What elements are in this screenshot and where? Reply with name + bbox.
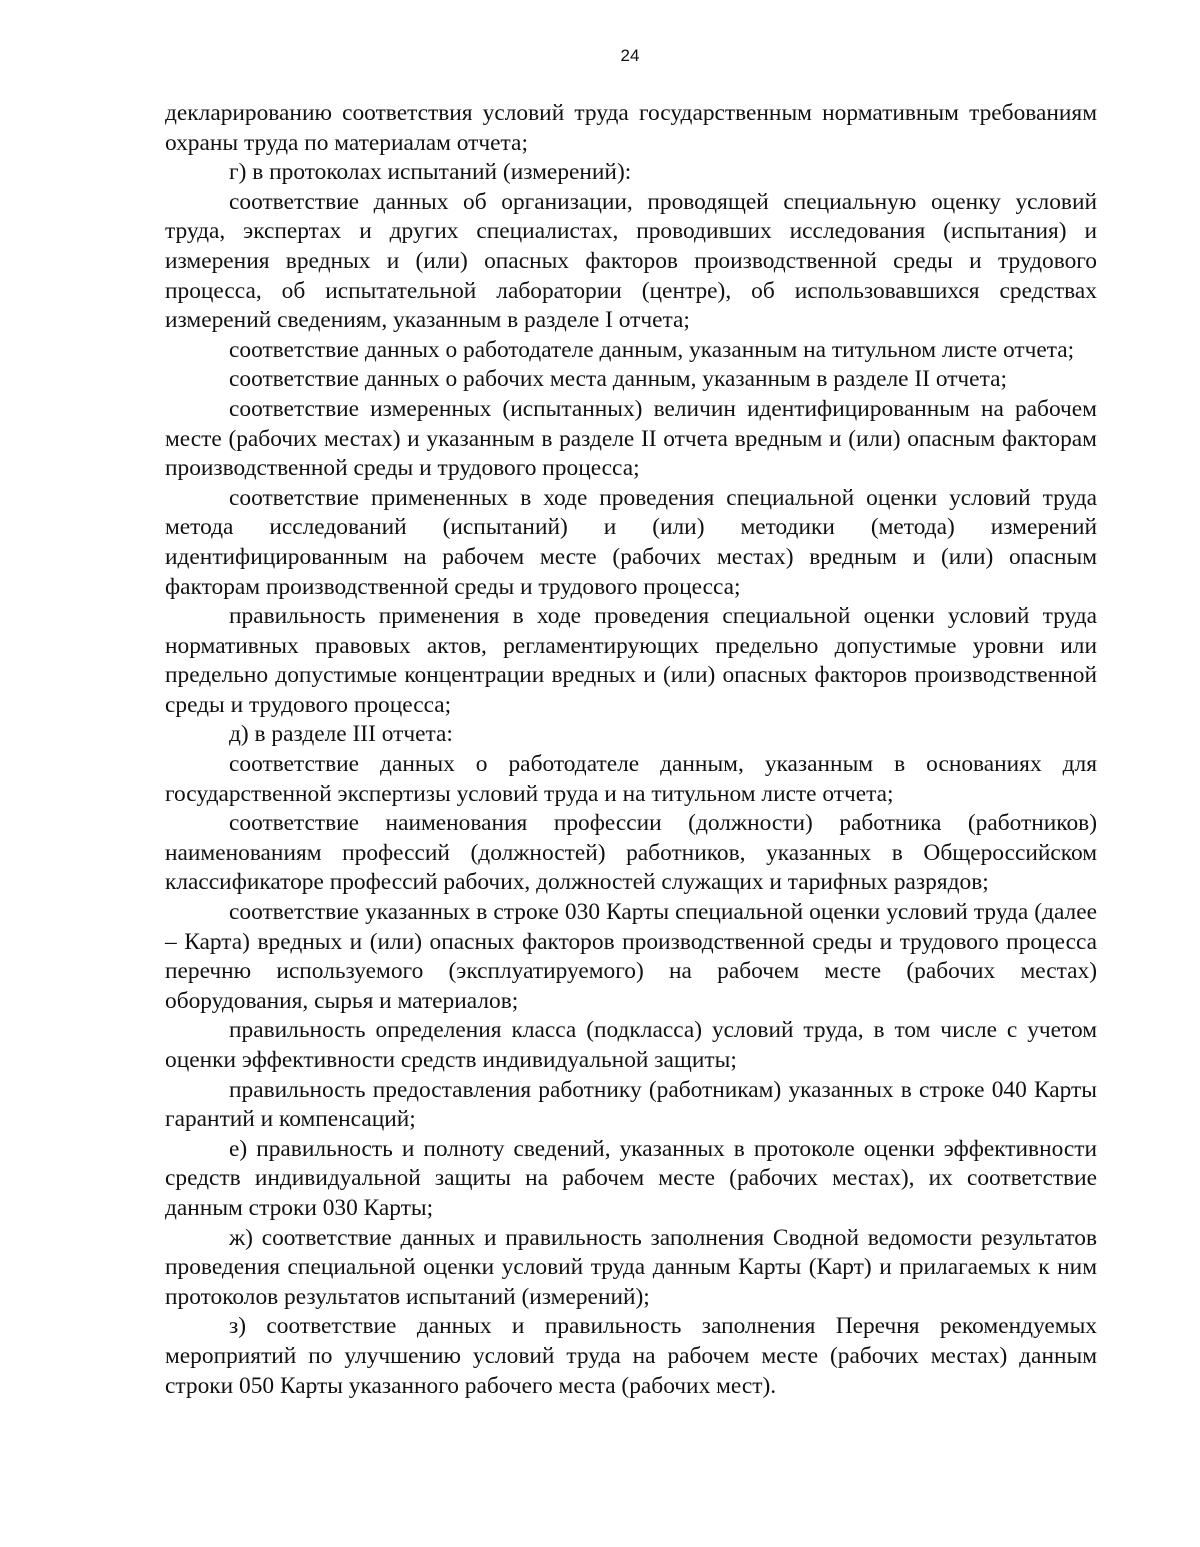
paragraph-item-z: з) соответствие данных и правильность заполнения Перечня рекомендуемых мероприятий по улучшению условий труда на рабочем месте (рабочих местах) данным строки 050 Карты указанного рабочего места (рабочих мест). [165,1313,1097,1399]
paragraph: правильность определения класса (подкласса) условий труда, в том числе с учетом оценки эффективности средств индивидуальной защиты; [165,1017,1097,1073]
paragraph-item-g: г) в протоколах испытаний (измерений): [229,159,632,186]
paragraph: соответствие данных о рабочих места данным, указанным в разделе II отчета; [229,366,1007,393]
paragraph-item-d: д) в разделе III отчета: [229,721,453,748]
page-number: 24 [620,46,640,65]
paragraph: соответствие данных о работодателе данным, указанным на титульном листе отчета; [229,336,1075,363]
paragraph: правильность предоставления работнику (работникам) указанных в строке 040 Карты гарантий и компенсаций; [165,1076,1097,1133]
paragraph-item-zh: ж) соответствие данных и правильность заполнения Сводной ведомости результатов проведения специальной оценки условий труда данным Карты (Карт) и прилагаемых к ним протоколов результатов испытаний (измерений); [165,1224,1097,1310]
paragraph-continuation: декларированию соответствия условий труда государственным нормативным требованиям охраны труда по материалам отчета; [165,100,1097,156]
document-body [165,99,1097,1401]
paragraph: соответствие указанных в строке 030 Карты специальной оценки условий труда (далее – Карта) вредных и (или) опасных факторов производственной среды и трудового процесса перечню используемого (эксплуатируемого) на рабочем месте (рабочих местах) оборудования, сырья и материалов; [165,899,1097,1014]
paragraph: соответствие примененных в ходе проведения специальной оценки условий труда метода исследований (испытаний) и (или) методики (метода) измерений идентифицированным на рабочем месте (рабочих местах) вредным и (или) опасным факторам производственной среды и трудового процесса; [165,484,1097,600]
paragraph: соответствие данных о работодателе данным, указанным в основаниях для государственной экспертизы условий труда и на титульном листе отчета; [165,751,1097,807]
paragraph-item-e: е) правильность и полноту сведений, указанных в протоколе оценки эффективности средств индивидуальной защиты на рабочем месте (рабочих местах), их соответствие данным строки 030 Карты; [165,1135,1097,1221]
paragraph: соответствие данных об организации, проводящей специальную оценку условий труда, экспертах и других специалистах, проводивших исследования (испытания) и измерения вредных и (или) опасных факторов производственной среды и трудового процесса, об испытательной лаборатории (центре), об использовавшихся средствах измерений сведениям, указанным в разделе I отчета; [165,188,1097,334]
paragraph: соответствие измеренных (испытанных) величин идентифицированным на рабочем месте (рабочих местах) и указанным в разделе II отчета вредным и (или) опасным факторам производственной среды и трудового процесса; [165,395,1097,482]
paragraph: соответствие наименования профессии (должности) работника (работников) наименованиям профессий (должностей) работников, указанных в Общероссийском классификаторе профессий рабочих, должностей служащих и тарифных разрядов; [165,810,1097,896]
paragraph: правильность применения в ходе проведения специальной оценки условий труда нормативных правовых актов, регламентирующих предельно допустимые уровни или предельно допустимые концентрации вредных и (или) опасных факторов производственной среды и трудового процесса; [165,603,1097,718]
